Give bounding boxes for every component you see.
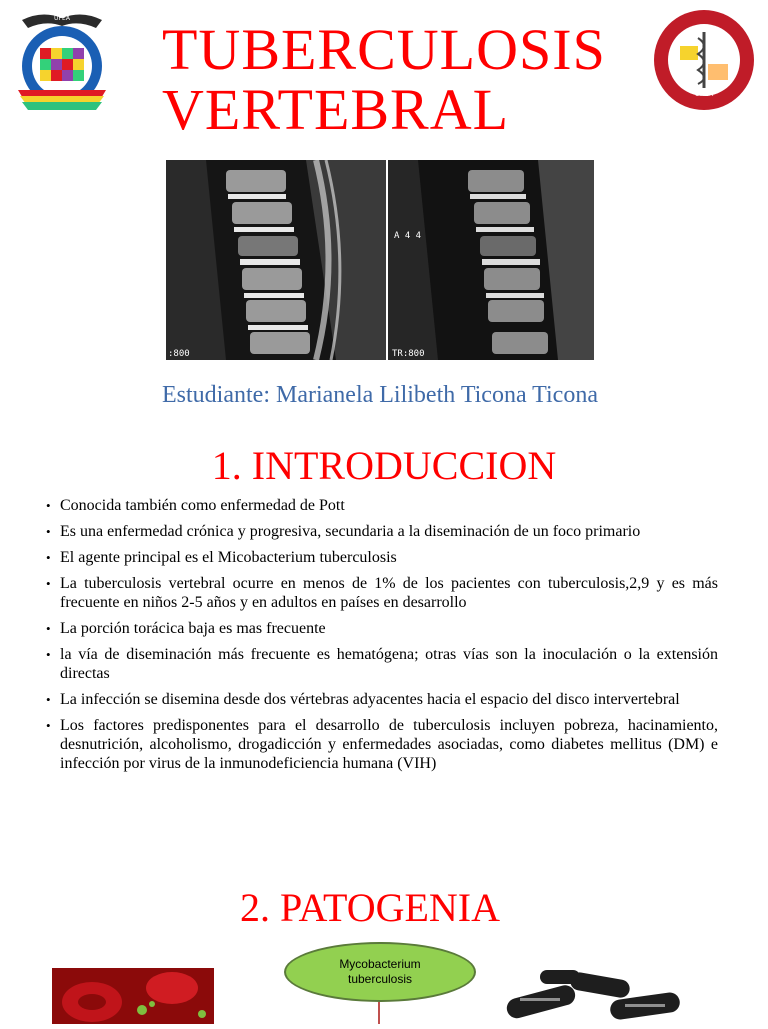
svg-text::800: :800 <box>168 349 190 359</box>
list-item: • La tuberculosis vertebral ocurre en menos de 1% de los pacientes con tuberculosis,2,9 y es más frecuente en niños 2-5 años y en adultos en países en desarrollo <box>46 574 718 612</box>
svg-text:TR:800: TR:800 <box>392 349 425 359</box>
list-item: • Conocida también como enfermedad de Pott <box>46 496 718 515</box>
list-item: • Es una enfermedad crónica y progresiva, secundaria a la diseminación de un foco primario <box>46 522 718 541</box>
oval-label: Mycobacterium tuberculosis <box>339 957 421 986</box>
page-title: TUBERCULOSIS VERTEBRAL <box>162 17 606 142</box>
list-item: • Los factores predisponentes para el desarrollo de tuberculosis incluyen pobreza, hacinamiento, desnutrición, alcoholismo, drogadicción y enfermedades asociadas, como diabetes mellitus (DM) e infección por virus de la inmunodeficiencia humana (VIH) <box>46 716 718 773</box>
list-item: • El agente principal es el Micobacterium tuberculosis <box>46 548 718 567</box>
bacteria-image <box>500 966 686 1024</box>
faculty-logo <box>650 8 758 112</box>
mycobacterium-oval <box>284 942 476 1002</box>
svg-text:UPEA: UPEA <box>694 90 714 98</box>
list-item: • La porción torácica baja es mas frecuente <box>46 619 718 638</box>
university-logo <box>12 8 112 120</box>
mri-image-left <box>166 160 386 360</box>
mri-image-right <box>388 160 594 360</box>
list-item: • La infección se disemina desde dos vértebras adyacentes hacia el espacio del disco intervertebral <box>46 690 718 709</box>
student-name: Estudiante: Marianela Lilibeth Ticona Ticona <box>162 382 598 408</box>
svg-text:A 4 4: A 4 4 <box>394 231 422 241</box>
svg-text:UPEA: UPEA <box>54 15 70 22</box>
blood-cells-image <box>52 968 214 1024</box>
section-heading-pathogenesis: 2. PATOGENIA <box>239 885 501 930</box>
section-heading-introduction: 1. INTRODUCCION <box>211 443 557 488</box>
introduction-list <box>46 496 718 780</box>
list-item: • la vía de diseminación más frecuente es hematógena; otras vías son la inoculación o la extensión directas <box>46 645 718 683</box>
connector-line <box>378 1002 380 1024</box>
